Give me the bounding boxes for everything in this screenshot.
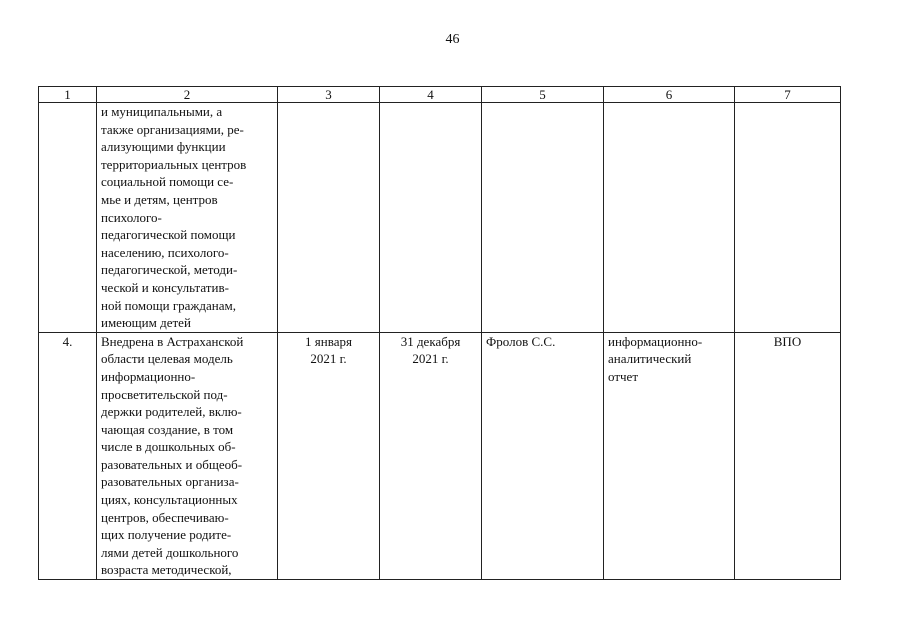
start-date-cell: [278, 103, 380, 333]
document-type-cell: [604, 103, 735, 333]
responsible-cell: Фролов С.С.: [482, 332, 604, 579]
row-number-cell: 4.: [39, 332, 97, 579]
column-header: 1: [39, 87, 97, 103]
column-header: 4: [380, 87, 482, 103]
level-cell: ВПО: [735, 332, 841, 579]
description-cell: Внедрена в Астраханской области целевая модель информационно- просветительской под- держки родителей, вклю- чающая создание, в том числе в дошкольных об- разовательных и общеоб- разовательных организа- циях, консультационных центров, обеспечиваю- щих получение родите- лями детей дошкольного возраста методической,: [97, 332, 278, 579]
column-header: 3: [278, 87, 380, 103]
table-header-row: [39, 87, 841, 103]
column-header: 2: [97, 87, 278, 103]
table-row: [39, 103, 841, 333]
start-date-cell: 1 января 2021 г.: [278, 332, 380, 579]
document-type-cell: информационно- аналитический отчет: [604, 332, 735, 579]
responsible-cell: [482, 103, 604, 333]
table-row: [39, 332, 841, 579]
page-number: 46: [445, 32, 460, 47]
row-number-cell: [39, 103, 97, 333]
description-cell: и муниципальными, а также организациями, ре- ализующими функции территориальных центров социальной помощи се- мье и детям, центров психолого- педагогической помощи населению, психолого- педагогической, методи- ческой и консультатив- ной помощи гражданам, имеющим детей: [97, 103, 278, 333]
column-header: 7: [735, 87, 841, 103]
column-header: 5: [482, 87, 604, 103]
plan-table: [38, 86, 841, 580]
level-cell: [735, 103, 841, 333]
end-date-cell: 31 декабря 2021 г.: [380, 332, 482, 579]
column-header: 6: [604, 87, 735, 103]
end-date-cell: [380, 103, 482, 333]
